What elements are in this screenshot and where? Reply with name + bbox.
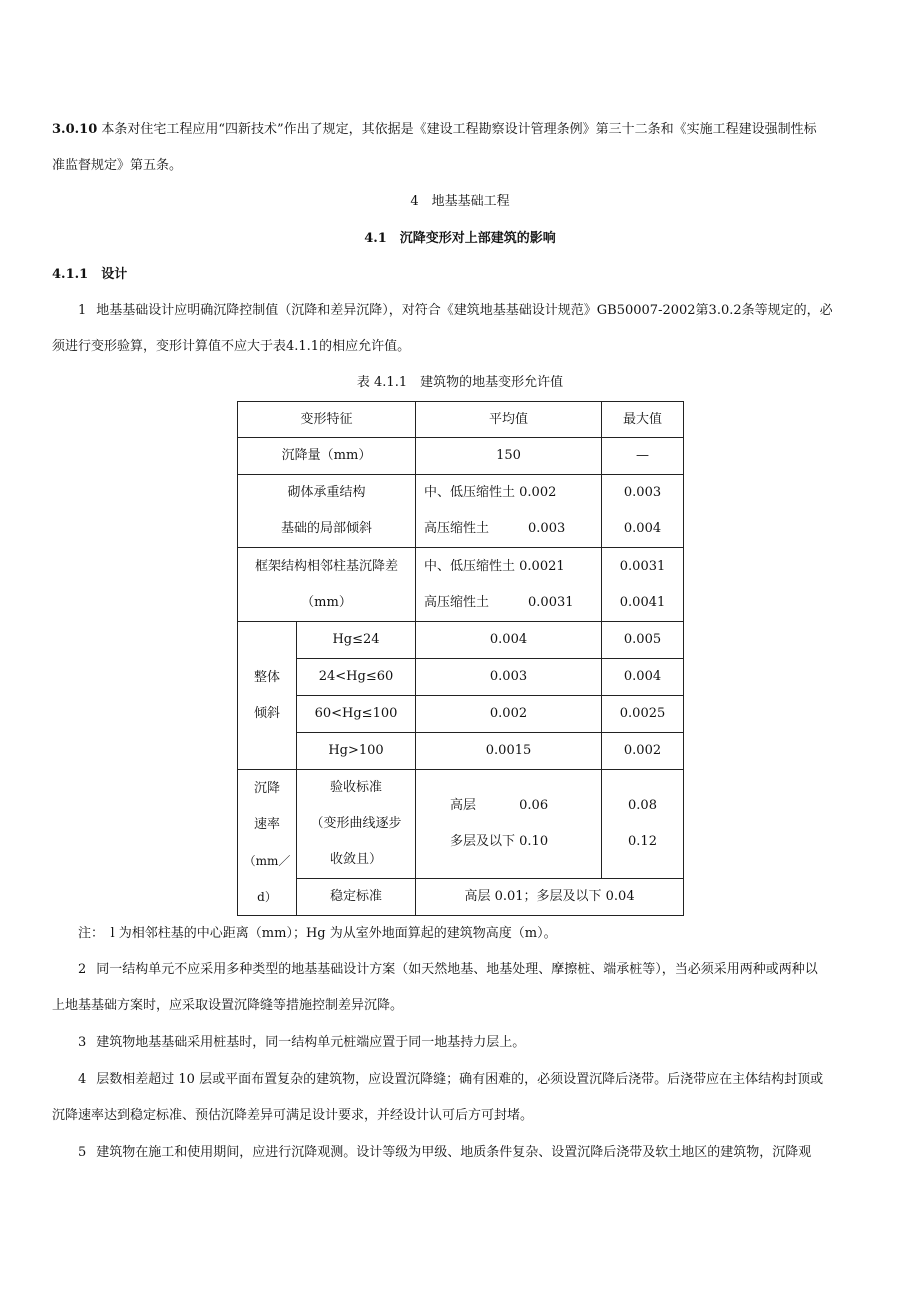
- cell-line: 速率: [253, 816, 280, 832]
- table-cell: [602, 548, 684, 622]
- table-cell: [238, 770, 297, 916]
- cell-line: 0.0031: [619, 558, 666, 574]
- item-text: 同一结构单元不应采用多种类型的地基基础设计方案（如天然地基、地基处理、摩擦桩、端承桩等），当必须采用两种或两种以: [96, 962, 818, 977]
- item-number: 4: [78, 1072, 87, 1087]
- cell-line: 中、低压缩性土 0.0021: [424, 558, 565, 574]
- table-row: [238, 475, 684, 548]
- item-2: [78, 952, 878, 988]
- item-number: 2: [78, 962, 87, 977]
- cell-line: 收敛且）: [330, 852, 383, 867]
- item-number: 1: [78, 303, 87, 318]
- table-cell: 0.004: [416, 622, 602, 659]
- item-5: [78, 1135, 878, 1171]
- header-cell: 最大值: [602, 402, 684, 438]
- table-cell: 高层 0.01；多层及以下 0.04: [416, 879, 684, 916]
- table-cell: [416, 475, 602, 548]
- table-cell: [602, 770, 684, 879]
- cell-line: 0.003: [623, 485, 662, 500]
- table-cell: 60<Hg≤100: [297, 696, 416, 733]
- cell-line: 高压缩性土 0.003: [424, 521, 566, 536]
- table-cell: Hg>100: [297, 733, 416, 770]
- table-cell: [238, 475, 416, 548]
- cell-line: （mm／d）: [243, 853, 291, 904]
- cell-line: 整体: [253, 669, 280, 685]
- table-cell: 150: [416, 438, 602, 475]
- paragraph-3010-cont: 准监督规定》第五条。: [52, 158, 183, 173]
- clause-number: 3.0.10: [52, 122, 98, 137]
- cell-line: （变形曲线逐步: [310, 816, 402, 831]
- table-row: [238, 438, 684, 475]
- item-text: 地基基础设计应明确沉降控制值（沉降和差异沉降），对符合《建筑地基基础设计规范》GB50007-2002第3.0.2条等规定的，必: [96, 303, 833, 318]
- cell-line: 沉降: [253, 780, 280, 796]
- cell-line: 砌体承重结构: [287, 485, 366, 500]
- item-text: 建筑物地基基础采用桩基时，同一结构单元桩端应置于同一地基持力层上。: [96, 1035, 526, 1050]
- table-row: [238, 548, 684, 622]
- item-3: [78, 1025, 878, 1061]
- cell-line: 高层 0.06: [450, 798, 549, 813]
- table-row: [238, 733, 684, 770]
- cell-line: 倾斜: [253, 705, 280, 721]
- cell-line: 0.004: [623, 521, 662, 536]
- cell-line: 基础的局部倾斜: [281, 521, 373, 536]
- table-cell: 24<Hg≤60: [297, 659, 416, 696]
- cell-line: 验收标准: [330, 780, 383, 795]
- cell-line: （mm）: [301, 594, 352, 610]
- table-cell: [416, 548, 602, 622]
- item-1: [78, 293, 878, 329]
- item-text: 层数相差超过 10 层或平面布置复杂的建筑物，应设置沉降缝；确有困难的，必须设置沉降后浇带。后浇带应在主体结构封顶或: [96, 1072, 824, 1087]
- table-cell: 0.0015: [416, 733, 602, 770]
- subsection-title: 4.1.1 设计: [52, 267, 128, 282]
- table-cell: 0.002: [602, 733, 684, 770]
- table-cell: [238, 548, 416, 622]
- cell-line: 多层及以下 0.10: [450, 834, 549, 849]
- table-cell: 0.005: [602, 622, 684, 659]
- table-cell: 0.002: [416, 696, 602, 733]
- cell-line: 框架结构相邻柱基沉降差: [255, 558, 399, 574]
- table-cell: 0.0025: [602, 696, 684, 733]
- cell-line: 高压缩性土 0.0031: [424, 594, 574, 610]
- table-cell: 0.004: [602, 659, 684, 696]
- table-header-row: [238, 402, 684, 438]
- table-caption: 表 4.1.1 建筑物的地基变形允许值: [356, 375, 564, 390]
- item-text: 建筑物在施工和使用期间，应进行沉降观测。设计等级为甲级、地质条件复杂、设置沉降后浇带及软土地区的建筑物，沉降观: [96, 1145, 812, 1160]
- header-cell: 平均值: [416, 402, 602, 438]
- table-row: [238, 696, 684, 733]
- table-note: 注： l 为相邻柱基的中心距离（mm）；Hg 为从室外地面算起的建筑物高度（m）。: [78, 926, 557, 941]
- item-number: 3: [78, 1035, 87, 1050]
- cell-line: 0.12: [628, 834, 657, 849]
- paragraph-text: 本条对住宅工程应用“四新技术”作出了规定，其依据是《建设工程勘察设计管理条例》第三十二条和《实施工程建设强制性标: [101, 122, 817, 137]
- table-cell: 沉降量（mm）: [238, 438, 416, 475]
- paragraph-3010: [52, 112, 878, 148]
- table-row: [238, 622, 684, 659]
- table-cell: 0.003: [416, 659, 602, 696]
- header-cell: 变形特征: [238, 402, 416, 438]
- table-cell: —: [602, 438, 684, 475]
- table-row: [238, 770, 684, 879]
- table-cell: 稳定标准: [297, 879, 416, 916]
- table-cell: [297, 770, 416, 879]
- cell-line: 0.08: [628, 798, 657, 813]
- table-cell: [238, 622, 297, 770]
- table-row: [238, 659, 684, 696]
- item-4-cont: 沉降速率达到稳定标准、预估沉降差异可满足设计要求，并经设计认可后方可封堵。: [52, 1108, 534, 1123]
- cell-line: 中、低压缩性土 0.002: [424, 485, 557, 500]
- table-cell: Hg≤24: [297, 622, 416, 659]
- table-cell: [416, 770, 602, 879]
- cell-line: 0.0041: [619, 594, 666, 610]
- deformation-table: [237, 401, 684, 916]
- table-row: [238, 879, 684, 916]
- item-2-cont: 上地基基础方案时，应采取设置沉降缝等措施控制差异沉降。: [52, 998, 404, 1013]
- item-1-cont: 须进行变形验算，变形计算值不应大于表4.1.1的相应允许值。: [52, 339, 411, 354]
- section-title: 4.1 沉降变形对上部建筑的影响: [364, 231, 556, 246]
- table-cell: [602, 475, 684, 548]
- item-4: [78, 1062, 878, 1098]
- item-number: 5: [78, 1145, 87, 1160]
- chapter-title: 4 地基基础工程: [410, 194, 510, 209]
